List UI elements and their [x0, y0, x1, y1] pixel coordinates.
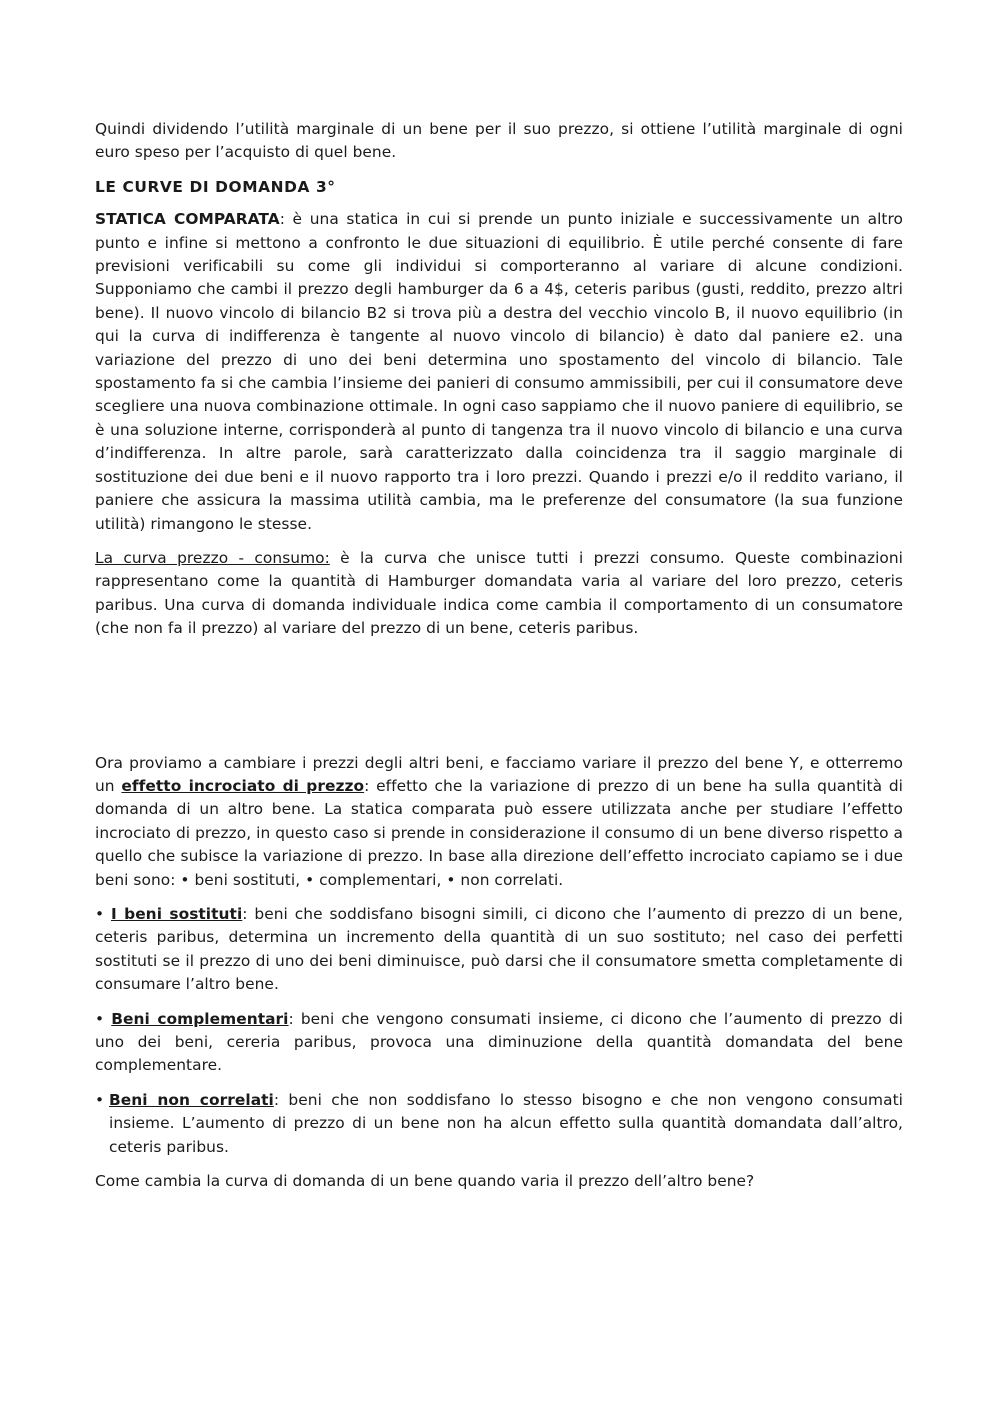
- blank-space: [95, 641, 903, 752]
- beni-non-correlati-body: [109, 1089, 903, 1159]
- effetto-incrociato-paragraph: [95, 752, 903, 892]
- beni-sostituti-text: : beni che soddisfano bisogni simili, ci dicono che l’aumento di prezzo di un bene, ceteris paribus, determina un incremento della quantità di un suo sostituto; nel caso dei perfetti sostituti se il prezzo di uno dei beni diminuisce, può darsi che il consumatore smetta completamente di consumare l’altro bene.: [95, 904, 903, 994]
- beni-complementari-text: : beni che vengono consumati insieme, ci dicono che l’aumento di prezzo di uno dei beni, cereria paribus, provoca una diminuzione della quantità domandata del bene complementare.: [95, 1009, 903, 1075]
- bullet-non-correlati: •: [95, 1090, 105, 1109]
- beni-sostituti-paragraph: [95, 903, 903, 997]
- bullet-complementari: •: [95, 1009, 105, 1028]
- curva-prezzo-consumo-paragraph: [95, 547, 903, 641]
- curva-prezzo-consumo-text: è la curva che unisce tutti i prezzi consumo. Queste combinazioni rappresentano come la quantità di Hamburger domandata varia al variare del loro prezzo, ceteris paribus. Una curva di domanda individuale indica come cambia il comportamento di un consumatore (che non fa il prezzo) al variare del prezzo di un bene, ceteris paribus.: [95, 548, 903, 638]
- beni-sostituti-term: I beni sostituti: [111, 904, 243, 923]
- beni-non-correlati-term: Beni non correlati: [109, 1090, 274, 1109]
- statica-comparata-paragraph: [95, 208, 903, 536]
- bullet-sostituti: •: [95, 904, 105, 923]
- statica-comparata-term: STATICA COMPARATA: [95, 210, 280, 229]
- beni-complementari-term: Beni complementari: [111, 1009, 289, 1028]
- document-page: [95, 118, 903, 1193]
- beni-non-correlati-text: : beni che non soddisfano lo stesso bisogno e che non vengono consumati insieme. L’aumento di prezzo di un bene non ha alcun effetto sulla quantità domandata dall’altro, ceteris paribus.: [109, 1090, 903, 1156]
- beni-complementari-paragraph: [95, 1008, 903, 1078]
- curva-prezzo-consumo-term: La curva prezzo - consumo:: [95, 548, 330, 567]
- intro-paragraph: Quindi dividendo l’utilità marginale di un bene per il suo prezzo, si ottiene l’utilità marginale di ogni euro speso per l’acquisto di quel bene.: [95, 120, 903, 162]
- closing-question: Come cambia la curva di domanda di un bene quando varia il prezzo dell’altro bene?: [95, 1172, 755, 1191]
- section-heading: LE CURVE DI DOMANDA 3°: [95, 177, 336, 196]
- statica-comparata-text: : è una statica in cui si prende un punto iniziale e successivamente un altro punto e infine si mettono a confronto le due situazioni di equilibrio. È utile perché consente di fare previsioni verificabili su come gli individui si comporteranno al variare di alcune condizioni. Supponiamo che cambi il prezzo degli hamburger da 6 a 4$, ceteris paribus (gusti, reddito, prezzo altri bene). Il nuovo vincolo di bilancio B2 si trova più a destra del vecchio vincolo B, il nuovo equilibrio (in qui la curva di indifferenza è tangente al nuovo vincolo di bilancio) è dato dal paniere e2. una variazione del prezzo di uno dei beni determina uno spostamento del vincolo di bilancio. Tale spostamento fa si che cambia l’insieme dei panieri di consumo ammissibili, per cui il consumatore deve scegliere una nuova combinazione ottimale. In ogni caso sappiamo che il nuovo paniere di equilibrio, se è una soluzione interne, corrisponderà al punto di tangenza tra il nuovo vincolo di bilancio e una curva d’indifferenza. In altre parole, sarà caratterizzato dalla coincidenza tra il saggio marginale di sostituzione dei due beni e il nuovo rapporto tra i loro prezzi. Quando i prezzi e/o il reddito variano, il paniere che assicura la massima utilità cambia, ma le preferenze del consumatore (la sua funzione utilità) rimangono le stesse.: [95, 210, 903, 533]
- effetto-incrociato-term: effetto incrociato di prezzo: [121, 776, 365, 795]
- effetto-incrociato-lead: Ora proviamo a cambiare i prezzi degli altri beni, e facciamo variare il prezzo del bene Y, e otterremo un: [95, 753, 903, 795]
- effetto-incrociato-text: : effetto che la variazione di prezzo di un bene ha sulla quantità di domanda di un altro bene. La statica comparata può essere utilizzata anche per studiare l’effetto incrociato di prezzo, in questo caso si prende in considerazione il consumo di un bene diverso rispetto a quello che subisce la variazione di prezzo. In base alla direzione dell’effetto incrociato capiamo se i due beni sono: • beni sostituti, • complementari, • non correlati.: [95, 776, 904, 889]
- beni-non-correlati-paragraph: [95, 1089, 903, 1159]
